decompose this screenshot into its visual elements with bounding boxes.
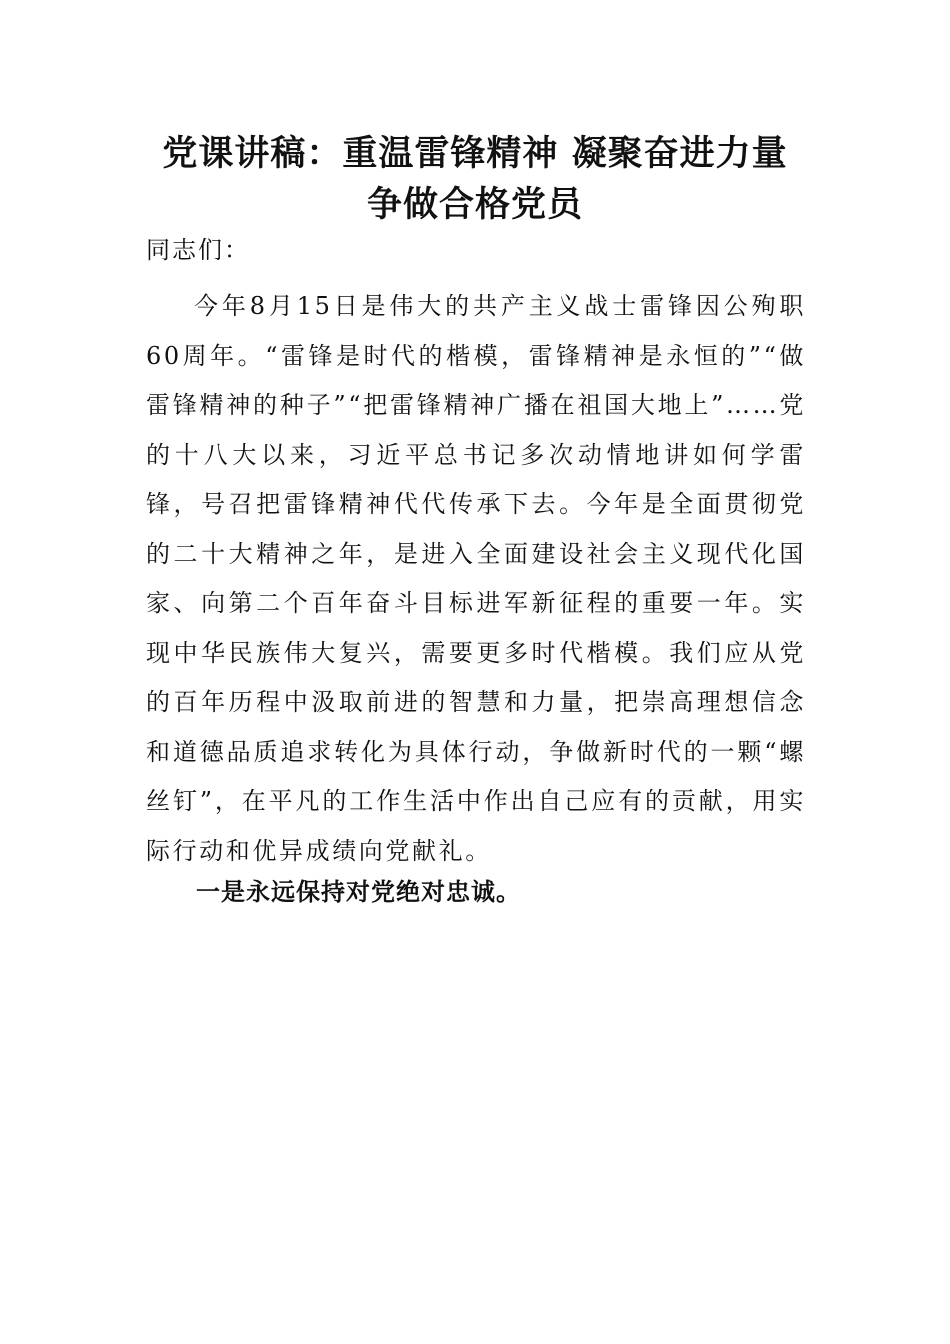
body-paragraph: 今年8月15日是伟大的共产主义战士雷锋因公殉职60周年。“雷锋是时代的楷模，雷锋精神是永恒的”“做雷锋精神的种子”“把雷锋精神广播在祖国大地上”……党的十八大以来，习近平总书记多次动情地讲如何学雷锋，号召把雷锋精神代代传承下去。今年是全面贯彻党的二十大精神之年，是进入全面建设社会主义现代化国家、向第二个百年奋斗目标进军新征程的重要一年。实现中华民族伟大复兴，需要更多时代楷模。我们应从党的百年历程中汲取前进的智慧和力量，把崇高理想信念和道德品质追求转化为具体行动，争做新时代的一颗“螺丝钉”，在平凡的工作生活中作出自己应有的贡献，用实际行动和优异成绩向党献礼。 [146, 292, 806, 865]
document-title-line-1: 党课讲稿：重温雷锋精神 凝聚奋进力量 [162, 134, 788, 174]
section-heading-point-1: 一是永远保持对党绝对忠诚。 [196, 878, 521, 906]
document-title-line-2: 争做合格党员 [366, 185, 583, 225]
salutation: 同志们： [146, 236, 250, 264]
